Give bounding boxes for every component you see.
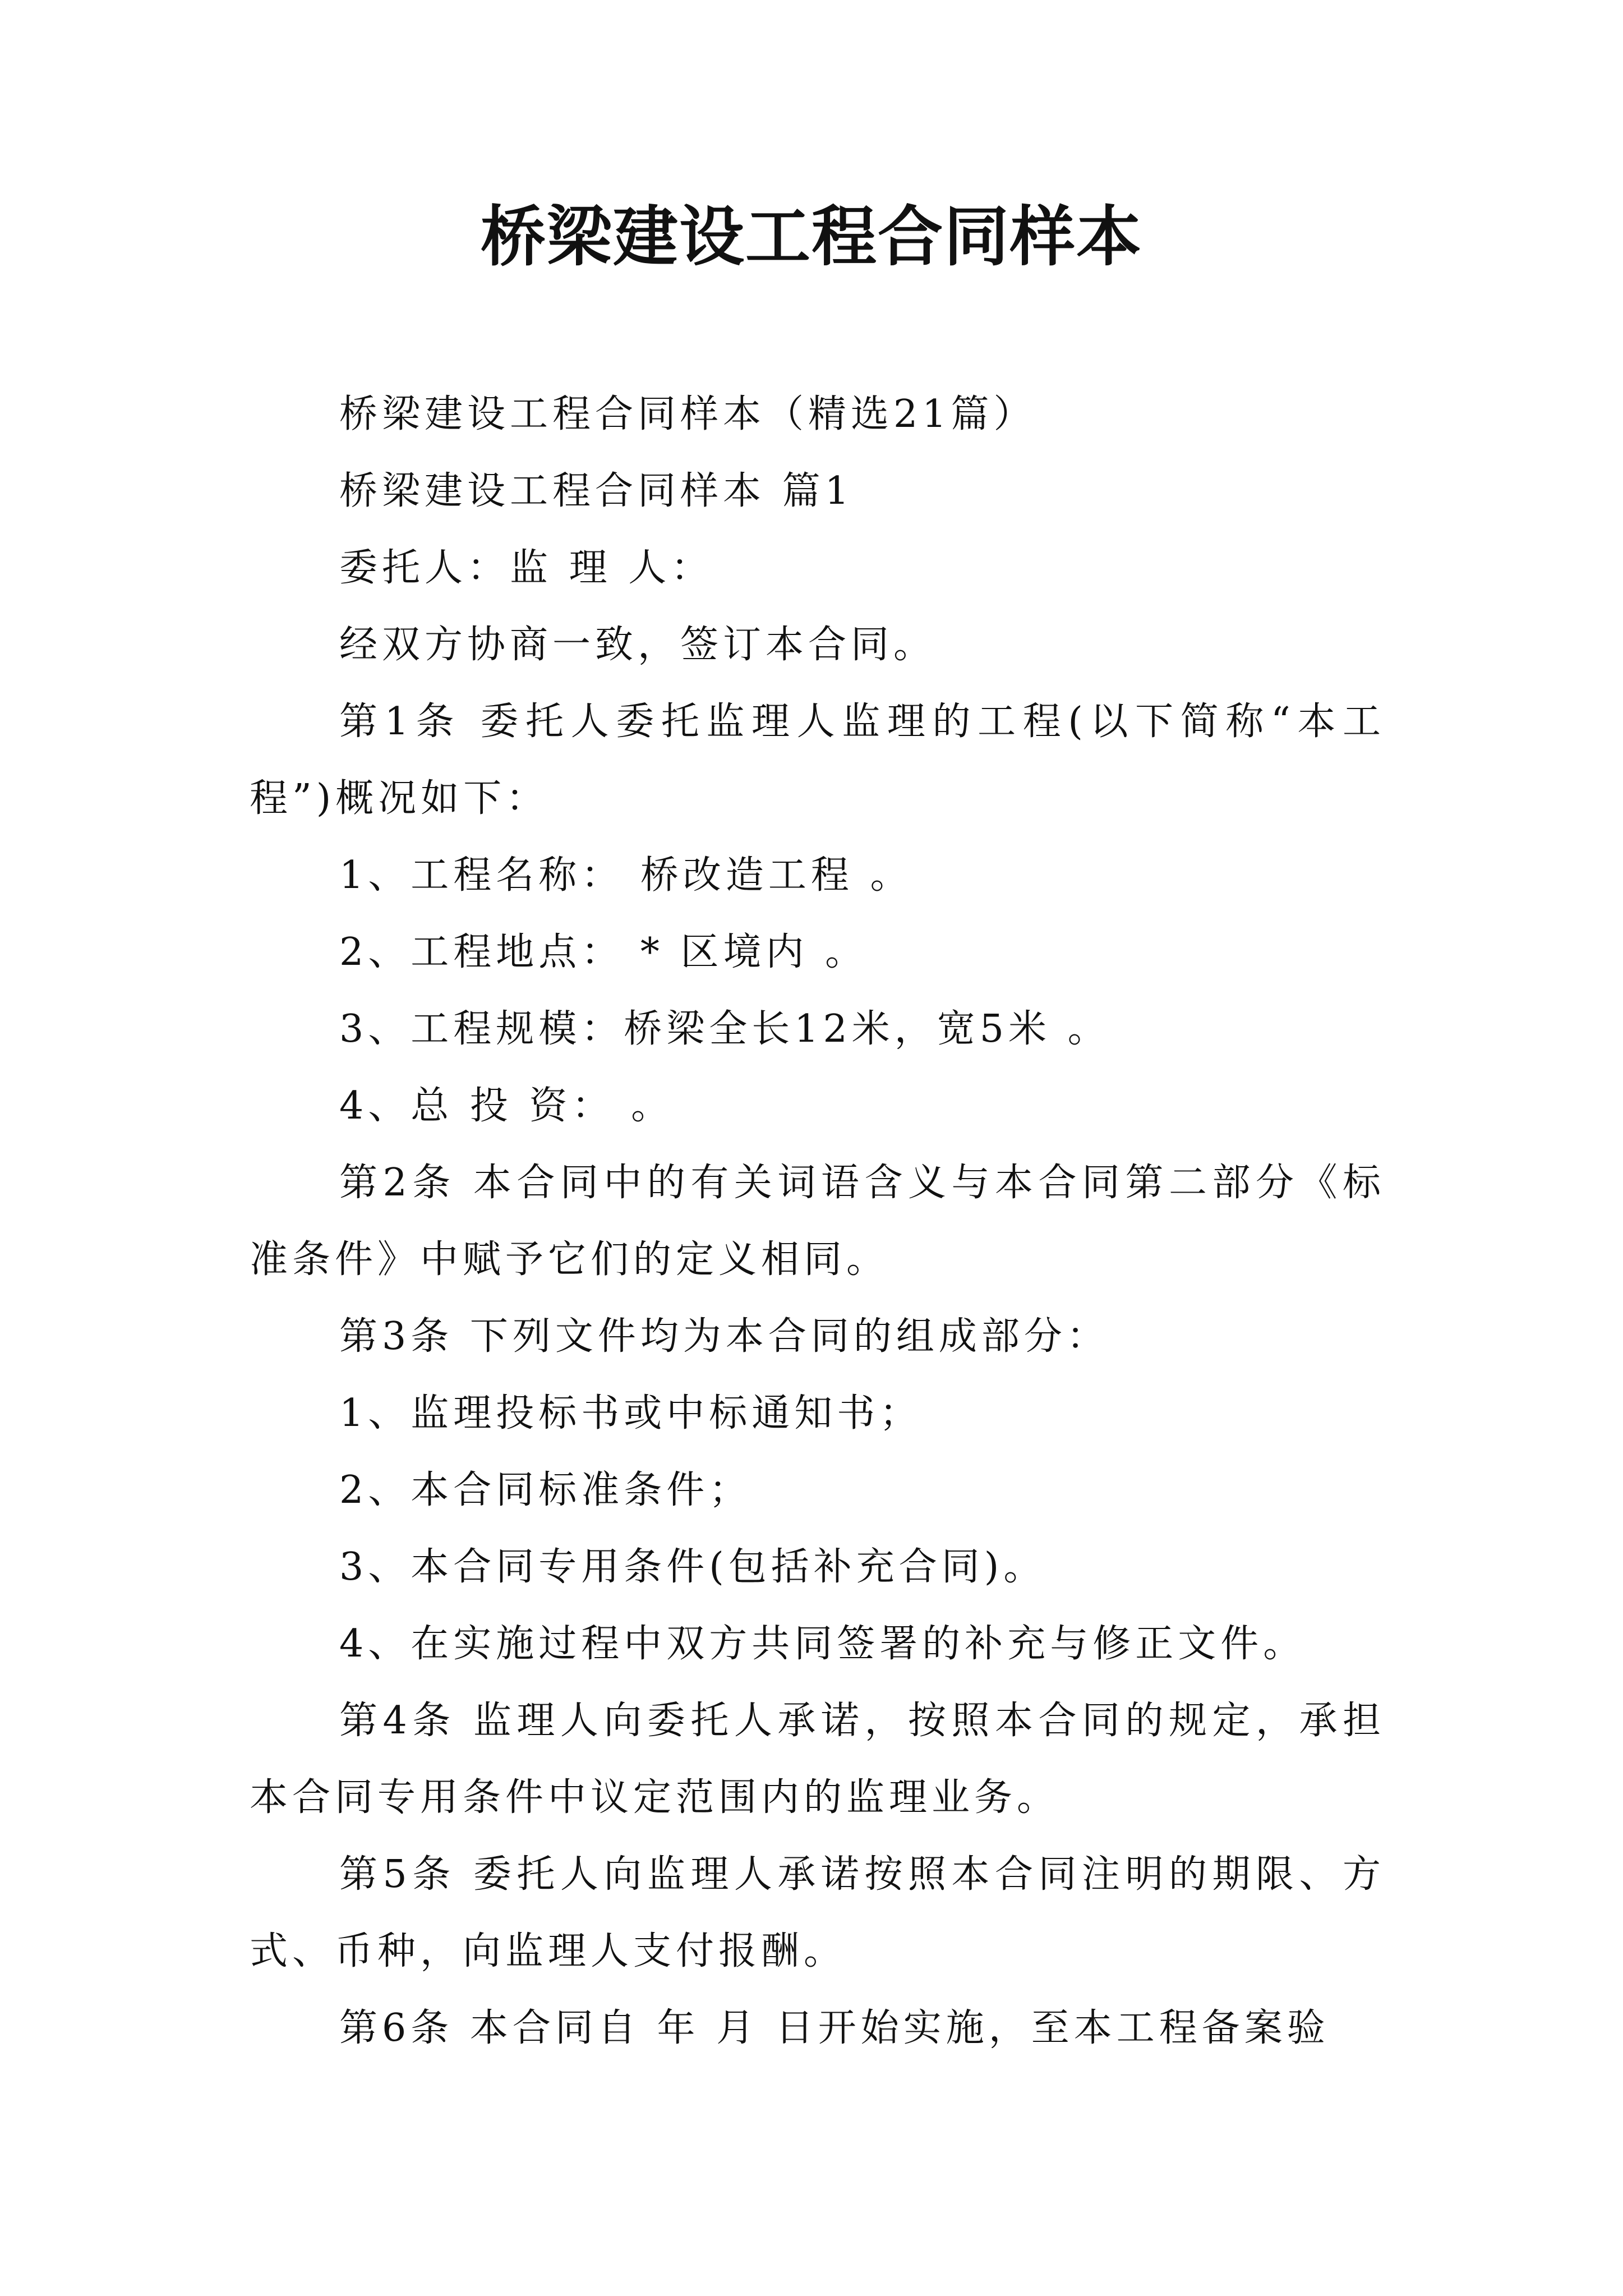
paragraph-part-heading: 桥梁建设工程合同样本 篇1 <box>339 469 854 513</box>
paragraph-article-4: 第4条 监理人向委托人承诺，按照本合同的规定，承担本合同专用条件中议定范围内的监理业务。 <box>250 1699 1385 1820</box>
paragraph-article-3: 第3条 下列文件均为本合同的组成部分： <box>339 1314 1109 1359</box>
paragraph-article-1: 第1条 委托人委托监理人监理的工程(以下简称“本工程”)概况如下： <box>250 700 1385 821</box>
paragraph-doc-item-3: 3、本合同专用条件(包括补充合同)。 <box>339 1545 1046 1589</box>
paragraph-project-name: 1、工程名称： 桥改造工程 。 <box>339 853 913 898</box>
paragraph-article-2: 第2条 本合同中的有关词语含义与本合同第二部分《标准条件》中赋予它们的定义相同。 <box>250 1161 1385 1282</box>
paragraph-project-location: 2、工程地点： * 区境内 。 <box>339 930 868 974</box>
document-title: 桥梁建设工程合同样本 <box>481 199 1142 275</box>
paragraph-doc-item-1: 1、监理投标书或中标通知书； <box>339 1391 923 1435</box>
paragraph-subtitle: 桥梁建设工程合同样本（精选21篇） <box>339 392 1036 436</box>
paragraph-article-6: 第6条 本合同自 年 月 日开始实施，至本工程备案验 <box>339 2006 1330 2050</box>
paragraph-project-scale: 3、工程规模：桥梁全长12米，宽5米 。 <box>339 1007 1110 1051</box>
document-body <box>250 376 1385 2067</box>
paragraph-article-5: 第5条 委托人向监理人承诺按照本合同注明的期限、方式、币种，向监理人支付报酬。 <box>250 1852 1385 1973</box>
paragraph-doc-item-4: 4、在实施过程中双方共同签署的补充与修正文件。 <box>339 1622 1306 1666</box>
paragraph-parties: 委托人：监 理 人： <box>339 546 714 590</box>
paragraph-agreement: 经双方协商一致，签订本合同。 <box>339 623 937 667</box>
paragraph-total-investment: 4、总 投 资： 。 <box>339 1084 674 1128</box>
paragraph-doc-item-2: 2、本合同标准条件； <box>339 1468 752 1512</box>
